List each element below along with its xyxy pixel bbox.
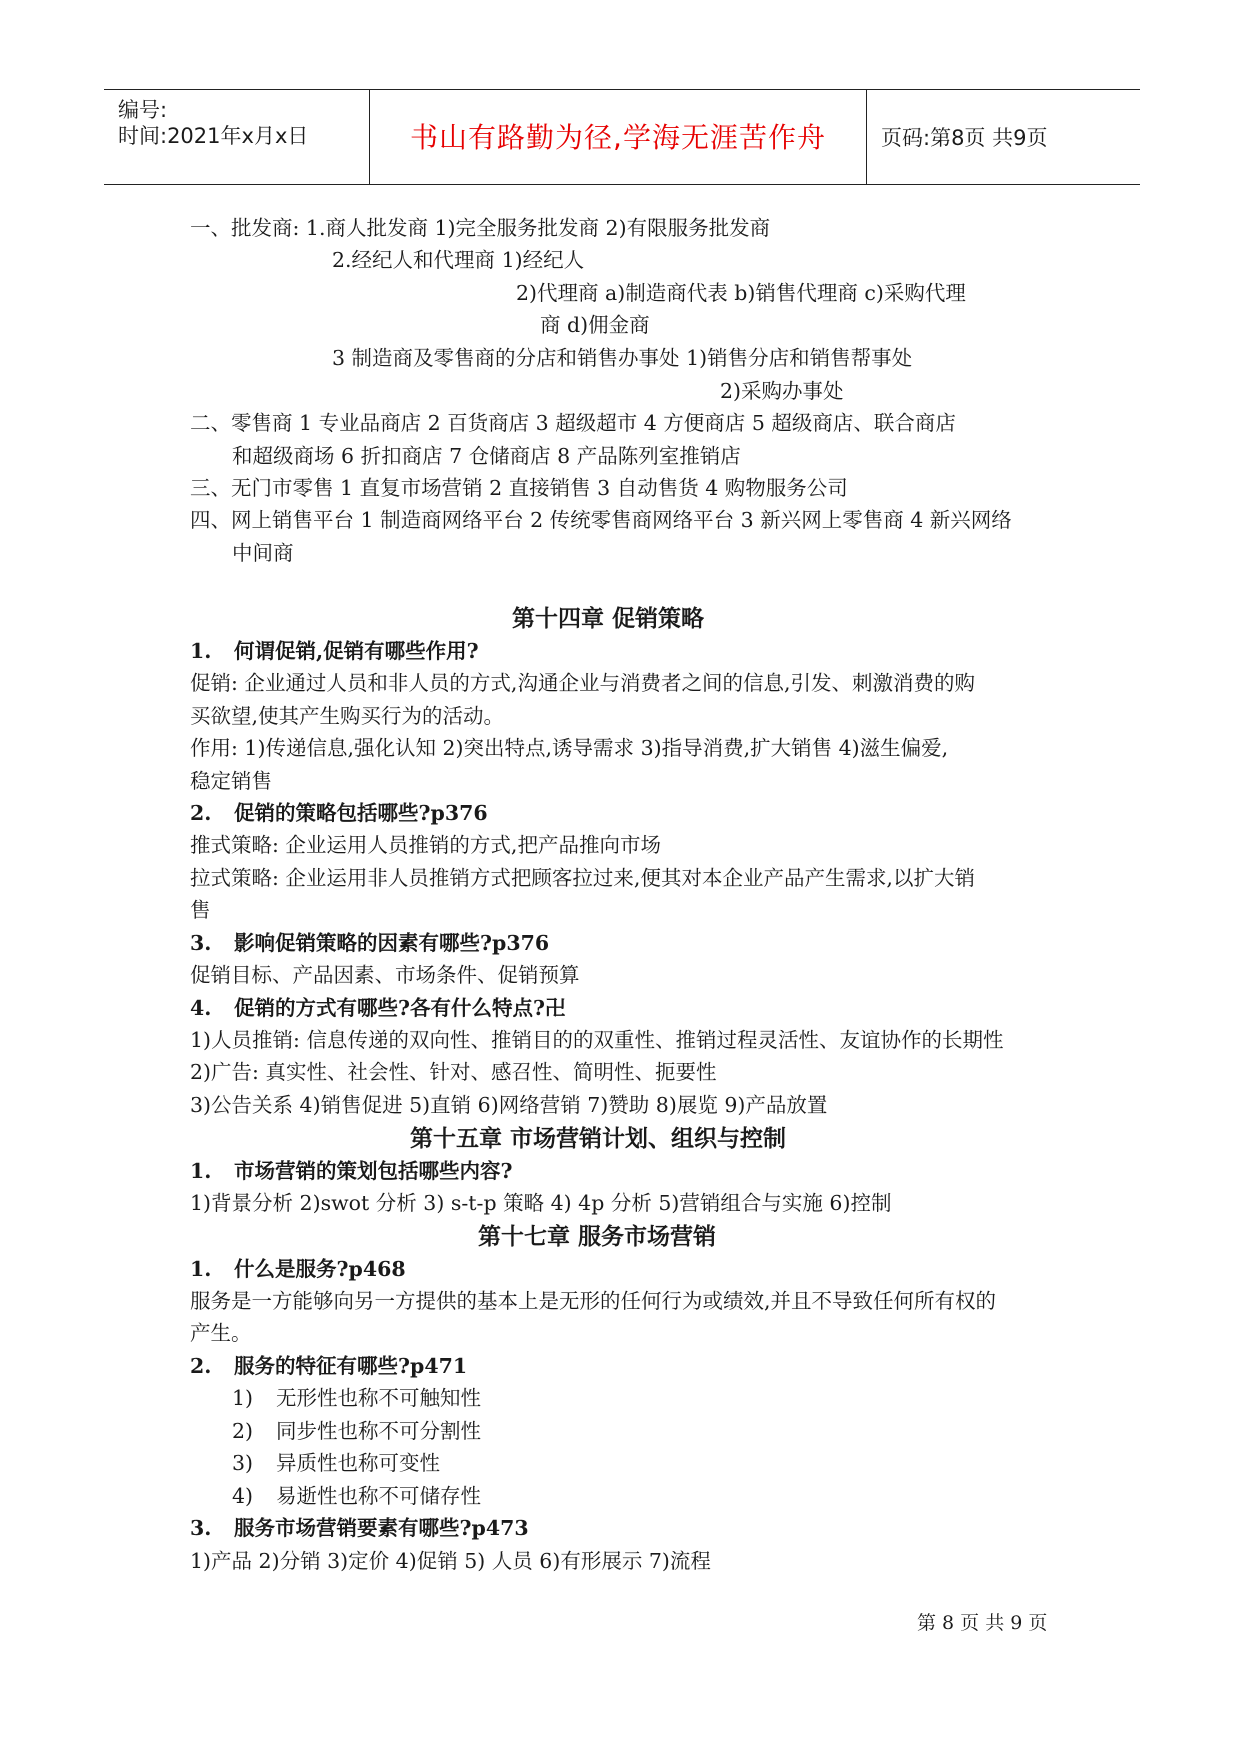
- question-number: 2.: [190, 801, 212, 825]
- list-item-text: 异质性也称可变性: [276, 1451, 440, 1475]
- text-line: 2)采购办事处: [720, 379, 844, 403]
- text-line: 四、网上销售平台 1 制造商网络平台 2 传统零售商网络平台 3 新兴网上零售商 4 新兴网络: [190, 508, 1012, 532]
- text-line: 售: [190, 898, 211, 922]
- text-line: 2.经纪人和代理商 1)经纪人: [332, 248, 585, 272]
- question-text: 服务的特征有哪些?p471: [234, 1354, 468, 1378]
- question-number: 3.: [190, 1516, 212, 1540]
- list-item-number: 4): [232, 1484, 254, 1508]
- text-line: 一、批发商: 1.商人批发商 1)完全服务批发商 2)有限服务批发商: [190, 216, 771, 240]
- question-number: 1.: [190, 1257, 212, 1281]
- question: [190, 1157, 513, 1185]
- header-left-cell: [104, 90, 369, 184]
- list-item: [232, 1384, 481, 1412]
- text-line: 3)公告关系 4)销售促进 5)直销 6)网络营销 7)赞助 8)展览 9)产品放置: [190, 1093, 828, 1117]
- text-line: 1)背景分析 2)swot 分析 3) s-t-p 策略 4) 4p 分析 5)营销组合与实施 6)控制: [190, 1191, 892, 1215]
- question-text: 什么是服务?p468: [234, 1257, 406, 1281]
- list-item: [232, 1449, 440, 1477]
- text-line: 稳定销售: [190, 769, 272, 793]
- text-line: 三、无门市零售 1 直复市场营销 2 直接销售 3 自动售货 4 购物服务公司: [190, 476, 848, 500]
- text-line: 中间商: [232, 541, 294, 565]
- time-label: 时间:2021年x月x日: [118, 124, 309, 148]
- page-label: 页码:第8页 共9页: [881, 126, 1048, 150]
- question-text: 促销的策略包括哪些?p376: [234, 801, 488, 825]
- motto: 书山有路勤为径,学海无涯苦作舟: [410, 121, 826, 154]
- text-line: 二、零售商 1 专业品商店 2 百货商店 3 超级超市 4 方便商店 5 超级商店、联合商店: [190, 411, 956, 435]
- question-number: 1.: [190, 639, 212, 663]
- question-number: 2.: [190, 1354, 212, 1378]
- text-line: 促销目标、产品因素、市场条件、促销预算: [190, 963, 580, 987]
- question-text: 何谓促销,促销有哪些作用?: [234, 639, 479, 663]
- serial-label: 编号:: [118, 98, 168, 122]
- question-text: 影响促销策略的因素有哪些?p376: [234, 931, 550, 955]
- list-item: [232, 1417, 481, 1445]
- text-line: 商 d)佣金商: [540, 313, 650, 337]
- list-item-text: 无形性也称不可触知性: [276, 1386, 481, 1410]
- text-line: 买欲望,使其产生购买行为的活动。: [190, 704, 505, 728]
- list-item-number: 3): [232, 1451, 254, 1475]
- text-line: 产生。: [190, 1321, 252, 1345]
- question: [190, 1514, 529, 1542]
- list-item-text: 同步性也称不可分割性: [276, 1419, 481, 1443]
- question-number: 1.: [190, 1159, 212, 1183]
- question: [190, 1255, 406, 1283]
- question: [190, 799, 488, 827]
- header-middle-cell: [369, 90, 867, 184]
- text-line: 服务是一方能够向另一方提供的基本上是无形的任何行为或绩效,并且不导致任何所有权的: [190, 1289, 997, 1313]
- text-line: 3 制造商及零售商的分店和销售办事处 1)销售分店和销售帮事处: [332, 346, 913, 370]
- question-text: 促销的方式有哪些?各有什么特点?卍: [234, 996, 566, 1020]
- page-footer: 第 8 页 共 9 页: [917, 1612, 1048, 1634]
- text-line: 拉式策略: 企业运用非人员推销方式把顾客拉过来,便其对本企业产品产生需求,以扩大销: [190, 866, 975, 890]
- question: [190, 1352, 467, 1380]
- text-line: 2)代理商 a)制造商代表 b)销售代理商 c)采购代理: [516, 281, 966, 305]
- text-line: 2)广告: 真实性、社会性、针对、感召性、简明性、扼要性: [190, 1060, 717, 1084]
- question-text: 服务市场营销要素有哪些?p473: [234, 1516, 529, 1540]
- question: [190, 994, 566, 1022]
- text-line: 促销: 企业通过人员和非人员的方式,沟通企业与消费者之间的信息,引发、刺激消费的购: [190, 671, 975, 695]
- chapter-title: 第十五章 市场营销计划、组织与控制: [410, 1125, 787, 1152]
- list-item-number: 1): [232, 1386, 254, 1410]
- text-line: 1)产品 2)分销 3)定价 4)促销 5) 人员 6)有形展示 7)流程: [190, 1549, 711, 1573]
- question-text: 市场营销的策划包括哪些内容?: [234, 1159, 513, 1183]
- question-number: 4.: [190, 996, 212, 1020]
- text-line: 推式策略: 企业运用人员推销的方式,把产品推向市场: [190, 833, 661, 857]
- text-line: 和超级商场 6 折扣商店 7 仓储商店 8 产品陈列室推销店: [232, 444, 741, 468]
- list-item-text: 易逝性也称不可储存性: [276, 1484, 481, 1508]
- header-right-cell: [867, 90, 1140, 184]
- chapter-title: 第十四章 促销策略: [512, 605, 705, 632]
- list-item-number: 2): [232, 1419, 254, 1443]
- text-line: 作用: 1)传递信息,强化认知 2)突出特点,诱导需求 3)指导消费,扩大销售 4)滋生偏爱,: [190, 736, 949, 760]
- question: [190, 637, 479, 665]
- text-line: 1)人员推销: 信息传递的双向性、推销目的的双重性、推销过程灵活性、友谊协作的长期性: [190, 1028, 1004, 1052]
- list-item: [232, 1482, 481, 1510]
- page-header: [104, 89, 1140, 185]
- question: [190, 929, 549, 957]
- chapter-title: 第十七章 服务市场营销: [478, 1223, 717, 1250]
- question-number: 3.: [190, 931, 212, 955]
